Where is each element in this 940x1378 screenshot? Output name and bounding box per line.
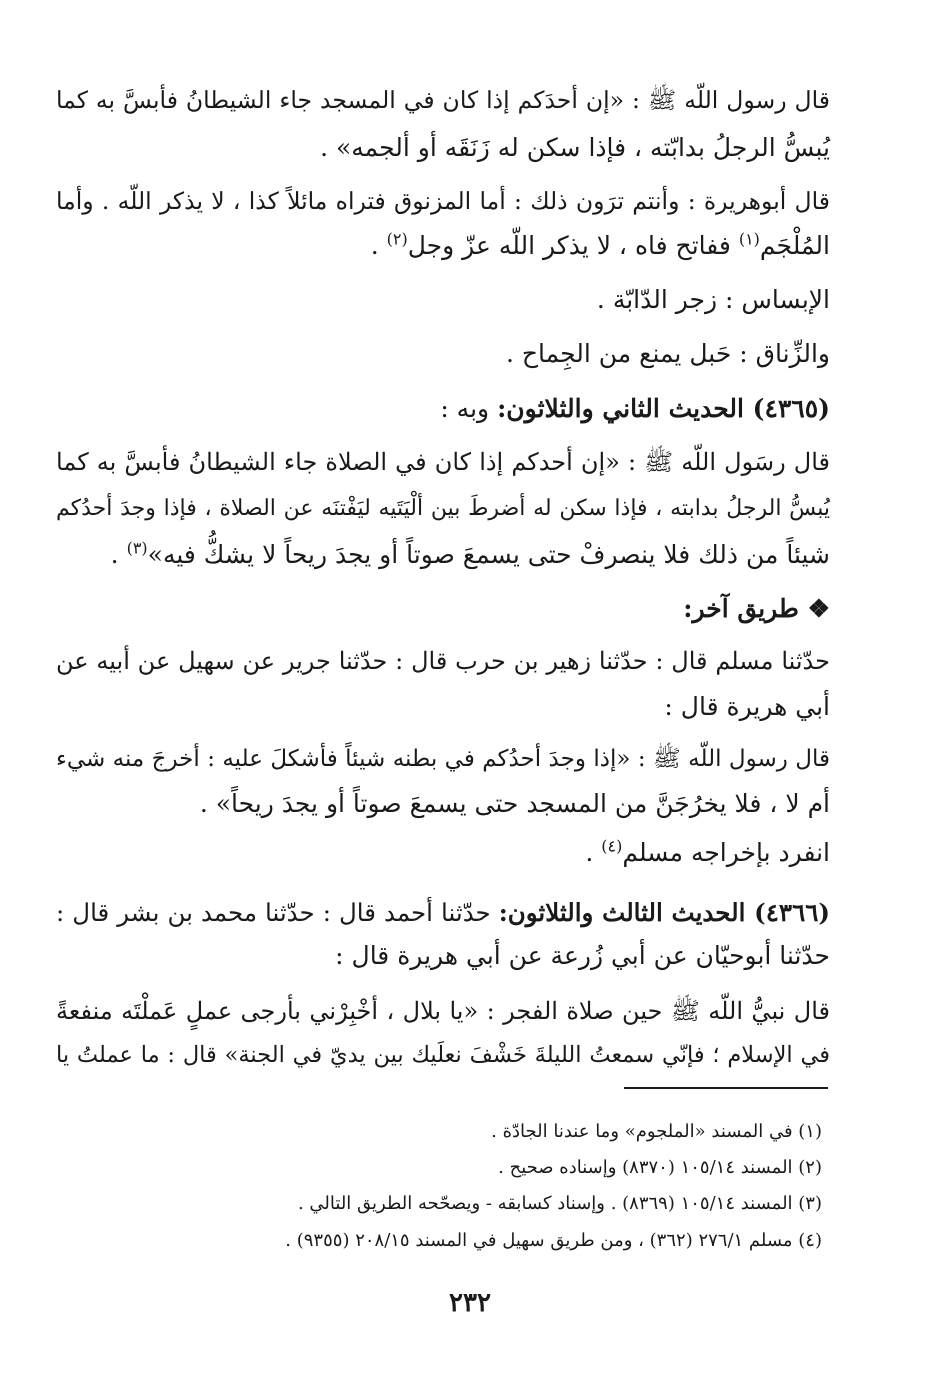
hadith-4365-text-end: شيئاً من ذلك فلا ينصرفْ حتى يسمعَ صوتاً أو يجدَ ريحاً لا يشكُّ فيه» [147,540,830,569]
line-end-period: . [370,231,387,260]
footnote-ref-4: (٤) [601,836,623,856]
footnote-1: (١) في المسند «الملجوم» وما عندنا الجادّة . [491,1121,822,1142]
hadith-4366-heading: (٤٣٦٦) الحديث الثالث والثلاثون: [498,898,830,927]
hadith-4365-isnad: وبه : [440,394,498,423]
muslim-hadith-line-2: أم لا ، فلا يخرُجَنَّ من المسجد حتى يسمعَ صوتاً أو يجدَ ريحاً» . [199,789,830,818]
footnote-3: (٣) المسند ١٠٥/١٤ (٨٣٦٩) . وإسناد كسابقه - ويصحّحه الطريق التالي . [297,1193,822,1214]
hadith-4365-heading-line [440,391,830,427]
hadith-4366-isnad-line-2: حدّثنا أبوحيّان عن أبي زُرعة عن أبي هريرة قال : [335,941,830,970]
footnote-ref-1: (١) [738,229,760,249]
muslim-hadith-line-1: قال رسول اللّه ﷺ : «إذا وجدَ أحدُكم في بطنه شيئاً فأشكلَ عليه : أخرجَ منه شيء [56,746,830,772]
hadith-4365-text-line-2: يُبسُّ الرجلُ بدابته ، فإذا سكن له أضرطَ بين ألْيَتَيه ليَفْتنَه عن الصلاة ، فإذا وجدَ أحدُكم [56,496,830,521]
word-muljam: المُلْجَم [759,231,830,260]
hadith-4364-text-line-1: قال رسول اللّه ﷺ : «إن أحدَكم إذا كان في المسجد جاء الشيطانُ فأبسَّ به كما [56,86,830,114]
line-end-period: . [110,540,127,569]
hadith-4365-text-line-1: قال رسَول اللّه ﷺ : «إن أحدكم إذا كان في الصلاة جاء الشيطانُ فأبسَّ به كما [56,448,830,476]
hadith-4366-text-line-1: قال نبيُّ اللّه ﷺ حين صلاة الفجر : «يا بلال ، أخْبِرْني بأرجى عملٍ عَملْتَه منفعةً [56,997,830,1025]
hadith-4366-isnad-part-1: حدّثنا أحمد قال : حدّثنا محمد بن بشر قال : [56,898,499,927]
hadith-4364-text-line-2: يُبسُّ الرجلُ بدابّته ، فإذا سكن له زَنَقَه أو ألجمه» . [320,133,830,162]
definition-zinaq: والزِّناق : حَبل يمنع من الجِماح . [506,339,830,368]
footnote-4: (٤) مسلم ٢٧٦/١ (٣٦٢) ، ومن طريق سهيل في المسند ٢٠٨/١٥ (٩٣٥٥) . [285,1230,822,1251]
footnote-ref-2: (٢) [386,229,408,249]
abu-hurayra-comment-line-2 [371,228,830,264]
footnote-2: (٢) المسند ١٠٥/١٤ (٨٣٧٠) وإسناده صحيح . [498,1157,822,1178]
footnote-ref-3: (٣) [126,538,148,558]
hadith-4365-text-line-3 [111,537,830,573]
muslim-only-text: انفرد بإخراجه مسلم [622,838,830,867]
isnad-muslim-line-1: حدّثنا مسلم قال : حدّثنا زهير بن حرب قال : حدّثنا جرير عن سهيل عن أبيه عن [56,647,830,675]
hadith-4366-text-line-2: في الإسلام ؛ فإنّي سمعتُ الليلةَ خَشْفَ نعلَيك بين يديّ في الجنة» قال : ما عملتُ يا [56,1042,830,1068]
hadith-4366-heading-line [56,895,830,931]
hadith-4365-heading: (٤٣٦٥) الحديث الثاني والثلاثون: [497,394,830,423]
page-number: ٢٣٢ [449,1288,491,1318]
another-route-heading: ❖ طريق آخر: [683,594,830,623]
isnad-muslim-line-2: أبي هريرة قال : [664,692,830,721]
comment-continuation: ففاتح فاه ، لا يذكر اللّه عزّ وجل [407,231,739,260]
line-end-period: . [585,838,602,867]
muslim-only-note [585,835,830,871]
abu-hurayra-comment-line-1: قال أبوهريرة : وأنتم ترَون ذلك : أما المزنوق فتراه مائلاً كذا ، لا يذكر اللّه . وأما [56,187,830,215]
footnote-separator [624,1087,828,1089]
definition-ibsas: الإبساس : زجر الدّابّة . [596,285,830,314]
